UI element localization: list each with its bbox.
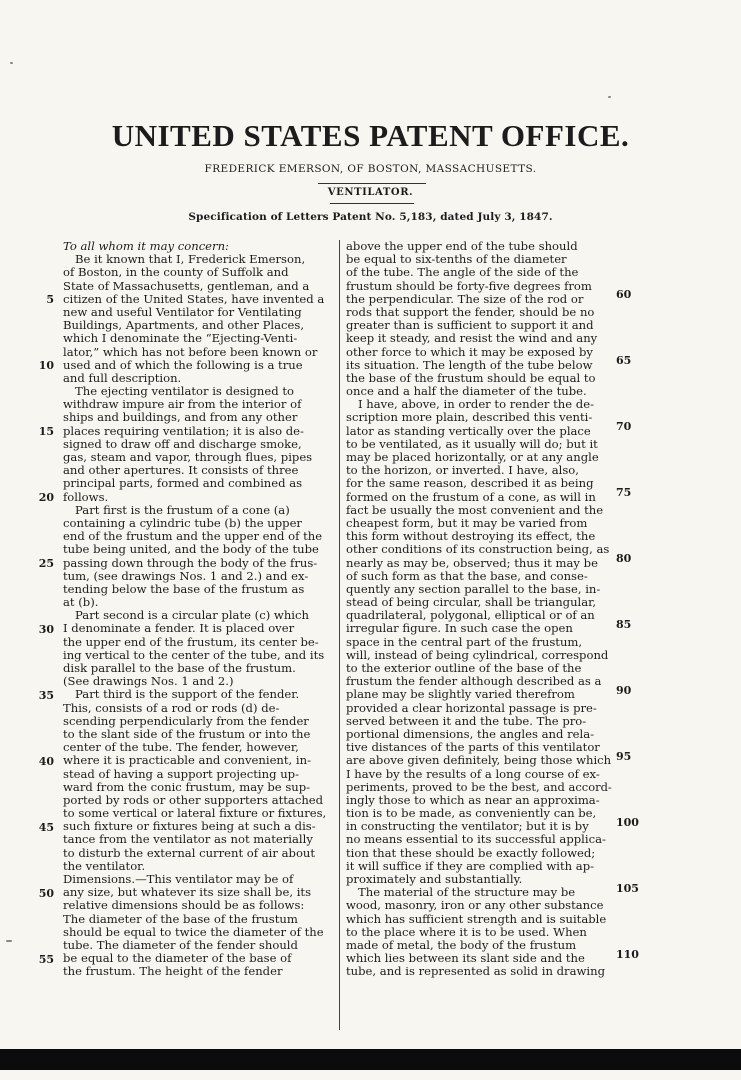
text-line: formed on the frustum of a cone, as will in xyxy=(346,489,596,504)
line-number: 20 xyxy=(38,490,54,504)
text-line: Part second is a circular plate (c) which xyxy=(75,608,309,623)
text-line: State of Massachusetts, gentleman, and a xyxy=(63,278,310,293)
text-line: Be it known that I, Frederick Emerson, xyxy=(75,252,306,267)
text-line: the ventilator. xyxy=(63,858,146,873)
text-line: frustum should be forty-five degrees from xyxy=(346,278,592,293)
line-number: 65 xyxy=(616,353,632,367)
text-line: should be equal to twice the diameter of the xyxy=(63,924,324,939)
scan-speck xyxy=(608,96,611,98)
text-line: passing down through the body of the frus- xyxy=(63,555,318,570)
text-line: ported by rods or other supporters attached xyxy=(63,792,324,807)
scan-speck xyxy=(10,62,13,64)
text-line: The ejecting ventilator is designed to xyxy=(75,384,295,399)
text-line: it will suffice if they are complied with ap- xyxy=(346,858,595,873)
line-number: 10 xyxy=(38,358,54,372)
text-line: to some vertical or lateral fixture or fixtures, xyxy=(63,806,327,821)
text-line: ward from the conic frustum, may be sup- xyxy=(63,779,311,794)
line-number: 40 xyxy=(38,754,54,768)
text-line: will, instead of being cylindrical, correspond xyxy=(346,647,609,662)
text-line: This, consists of a rod or rods (d) de- xyxy=(63,700,280,715)
line-number: 75 xyxy=(616,485,632,499)
text-line: signed to draw off and discharge smoke, xyxy=(63,436,302,451)
scan-edge-bar xyxy=(0,1049,741,1070)
left-text-column xyxy=(63,240,333,979)
text-line: other conditions of its construction being, as xyxy=(346,542,610,557)
text-line: greater than is sufficient to support it and xyxy=(346,318,594,333)
line-number: 95 xyxy=(616,749,632,763)
text-line: rods that support the fender, should be no xyxy=(346,304,595,319)
line-number: 70 xyxy=(616,419,632,433)
text-line: plane may be slightly varied therefrom xyxy=(346,687,575,702)
text-line: new and useful Ventilator for Ventilating xyxy=(63,304,302,319)
text-line: to the exterior outline of the base of the xyxy=(346,661,582,675)
text-line: above the upper end of the tube should xyxy=(346,239,578,253)
text-line: which I denominate the “Ejecting-Venti- xyxy=(63,331,298,346)
inventor-line: FREDERICK EMERSON, OF BOSTON, MASSACHUSETTS. xyxy=(204,163,537,175)
text-line: quently any section parallel to the base, in- xyxy=(346,581,601,596)
text-line: withdraw impure air from the interior of xyxy=(63,397,302,412)
line-number: 110 xyxy=(616,947,639,961)
text-line: Part third is the support of the fender. xyxy=(75,687,300,702)
text-line: of the tube. The angle of the side of the xyxy=(346,265,579,280)
text-line: other force to which it may be exposed by xyxy=(346,344,593,359)
line-number: 5 xyxy=(46,292,54,306)
text-line: tum, (see drawings Nos. 1 and 2.) and ex- xyxy=(63,568,309,583)
text-line: relative dimensions should be as follows: xyxy=(63,898,305,913)
text-line: Buildings, Apartments, and other Places, xyxy=(63,318,305,333)
text-line: portional dimensions, the angles and rela- xyxy=(346,726,595,741)
text-line: tive distances of the parts of this ventilator xyxy=(346,740,600,755)
text-line: are above given definitely, being those which xyxy=(346,753,612,768)
text-line: which has sufficient strength and is suitable xyxy=(346,911,607,926)
specification-line: Specification of Letters Patent No. 5,183, dated July 3, 1847. xyxy=(188,211,553,223)
text-line: principal parts, formed and combined as xyxy=(63,476,303,491)
text-line: space in the central part of the frustum, xyxy=(346,634,583,649)
line-number: 30 xyxy=(38,622,54,636)
text-line: and other apertures. It consists of three xyxy=(63,463,299,478)
text-line: ships and buildings, and from any other xyxy=(63,410,298,425)
text-line: of Boston, in the county of Suffolk and xyxy=(63,265,289,280)
text-line: be equal to the diameter of the base of xyxy=(63,951,292,966)
line-number: 100 xyxy=(616,815,639,829)
text-line: tion is to be made, as conveniently can be, xyxy=(346,806,597,821)
text-line: containing a cylindric tube (b) the upper xyxy=(63,515,302,530)
text-line: no means essential to its successful applica- xyxy=(346,832,606,847)
text-line: citizen of the United States, have invented a xyxy=(63,291,325,306)
text-line: may be placed horizontally, or at any angle xyxy=(346,450,599,464)
text-line: to the slant side of the frustum or into the xyxy=(63,726,311,741)
line-number: 45 xyxy=(38,820,54,834)
text-line: lator,” which has not before been known or xyxy=(63,344,318,359)
text-line: I denominate a fender. It is placed over xyxy=(63,621,295,636)
text-line: ing vertical to the center of the tube, and its xyxy=(63,647,325,662)
text-line: tube. The diameter of the fender should xyxy=(63,937,298,952)
text-line: The material of the structure may be xyxy=(358,885,576,900)
text-line: to the place where it is to be used. When xyxy=(346,924,587,939)
text-line: keep it steady, and resist the wind and any xyxy=(346,331,598,346)
text-line: places requiring ventilation; it is also de- xyxy=(63,423,304,438)
subject-heading: VENTILATOR. xyxy=(327,187,414,198)
text-line: cheapest form, but it may be varied from xyxy=(346,515,588,530)
text-line: where it is practicable and convenient, in- xyxy=(63,753,312,768)
text-line: such fixture or fixtures being at such a dis- xyxy=(63,819,316,834)
text-line: I have by the results of a long course of ex- xyxy=(346,766,600,781)
text-line: once and a half the diameter of the tube. xyxy=(346,384,587,399)
text-line: to disturb the external current of air about xyxy=(63,845,316,860)
text-line: end of the frustum and the upper end of the xyxy=(63,529,323,544)
text-line: To all whom it may concern: xyxy=(63,239,229,253)
text-line: at (b). xyxy=(63,595,99,610)
text-line: the base of the frustum should be equal to xyxy=(346,370,596,385)
line-number: 90 xyxy=(616,683,632,697)
text-line: wood, masonry, iron or any other substance xyxy=(346,898,604,913)
text-line: fact be usually the most convenient and the xyxy=(346,502,604,517)
text-line: lator as standing vertically over the place xyxy=(346,423,591,438)
text-line: tending below the base of the frustum as xyxy=(63,581,305,596)
text-line: the upper end of the frustum, its center be- xyxy=(63,634,319,649)
text-line: to be ventilated, as it usually will do; but it xyxy=(346,436,598,451)
text-line: gas, steam and vapor, through flues, pipes xyxy=(63,450,313,464)
text-line: tube, and is represented as solid in drawing xyxy=(346,964,605,979)
line-number: 80 xyxy=(616,551,632,565)
line-number: 60 xyxy=(616,287,632,301)
text-line: scending perpendicularly from the fender xyxy=(63,713,309,728)
column-divider xyxy=(339,240,340,1030)
text-line: scription more plain, described this venti- xyxy=(346,410,593,425)
text-line: Dimensions.—This ventilator may be of xyxy=(63,872,294,886)
line-number: 55 xyxy=(38,952,54,966)
line-number: 25 xyxy=(38,556,54,570)
line-number: 15 xyxy=(38,424,54,438)
text-line: which lies between its slant side and the xyxy=(346,951,585,966)
text-line: The diameter of the base of the frustum xyxy=(63,911,298,926)
text-line: its situation. The length of the tube below xyxy=(346,357,593,372)
divider xyxy=(330,203,414,204)
text-line: disk parallel to the base of the frustum. xyxy=(63,661,296,675)
text-line: to the horizon, or inverted. I have, also, xyxy=(346,463,579,478)
text-line: any size, but whatever its size shall be, its xyxy=(63,885,312,900)
text-line: frustum the fender although described as a xyxy=(346,674,602,689)
text-line: the perpendicular. The size of the rod or xyxy=(346,291,584,306)
text-line: ingly those to which as near an approxima- xyxy=(346,792,600,807)
line-number: 35 xyxy=(38,688,54,702)
text-line: for the same reason, described it as being xyxy=(346,476,594,491)
text-line: follows. xyxy=(63,489,109,504)
text-line: the frustum. The height of the fender xyxy=(63,964,283,979)
line-number: 85 xyxy=(616,617,632,631)
text-line: and full description. xyxy=(63,370,182,385)
text-line: stead of being circular, shall be triangular, xyxy=(346,595,597,610)
text-line: center of the tube. The fender, however, xyxy=(63,740,299,755)
text-line: tance from the ventilator as not materially xyxy=(63,832,313,847)
text-line: made of metal, the body of the frustum xyxy=(346,937,577,952)
text-line: I have, above, in order to render the de- xyxy=(358,397,594,412)
text-line: be equal to six-tenths of the diameter xyxy=(346,252,567,267)
text-line: periments, proved to be the best, and accord- xyxy=(346,779,612,794)
text-line: in constructing the ventilator; but it is by xyxy=(346,819,589,834)
text-line: tion that these should be exactly followed; xyxy=(346,845,596,860)
text-line: irregular figure. In such case the open xyxy=(346,621,573,636)
line-number: 50 xyxy=(38,886,54,900)
text-line: this form without destroying its effect, the xyxy=(346,529,596,544)
right-text-column xyxy=(346,240,612,979)
text-line: (See drawings Nos. 1 and 2.) xyxy=(63,674,234,689)
text-line: stead of having a support projecting up- xyxy=(63,766,300,781)
divider xyxy=(318,183,426,184)
text-line: quadrilateral, polygonal, elliptical or of an xyxy=(346,608,595,623)
text-line: provided a clear horizontal passage is pre- xyxy=(346,700,597,715)
scan-speck xyxy=(6,940,12,942)
line-number: 105 xyxy=(616,881,639,895)
text-line: served between it and the tube. The pro- xyxy=(346,713,587,728)
text-line: Part first is the frustum of a cone (a) xyxy=(75,502,290,517)
page-title: UNITED STATES PATENT OFFICE. xyxy=(111,118,630,153)
text-line: of such form as that the base, and conse- xyxy=(346,568,588,583)
text-line: nearly as may be, observed; thus it may be xyxy=(346,555,598,570)
text-line: used and of which the following is a true xyxy=(63,357,303,372)
text-line: tube being united, and the body of the tube xyxy=(63,542,319,557)
text-line: proximately and substantially. xyxy=(346,872,523,886)
